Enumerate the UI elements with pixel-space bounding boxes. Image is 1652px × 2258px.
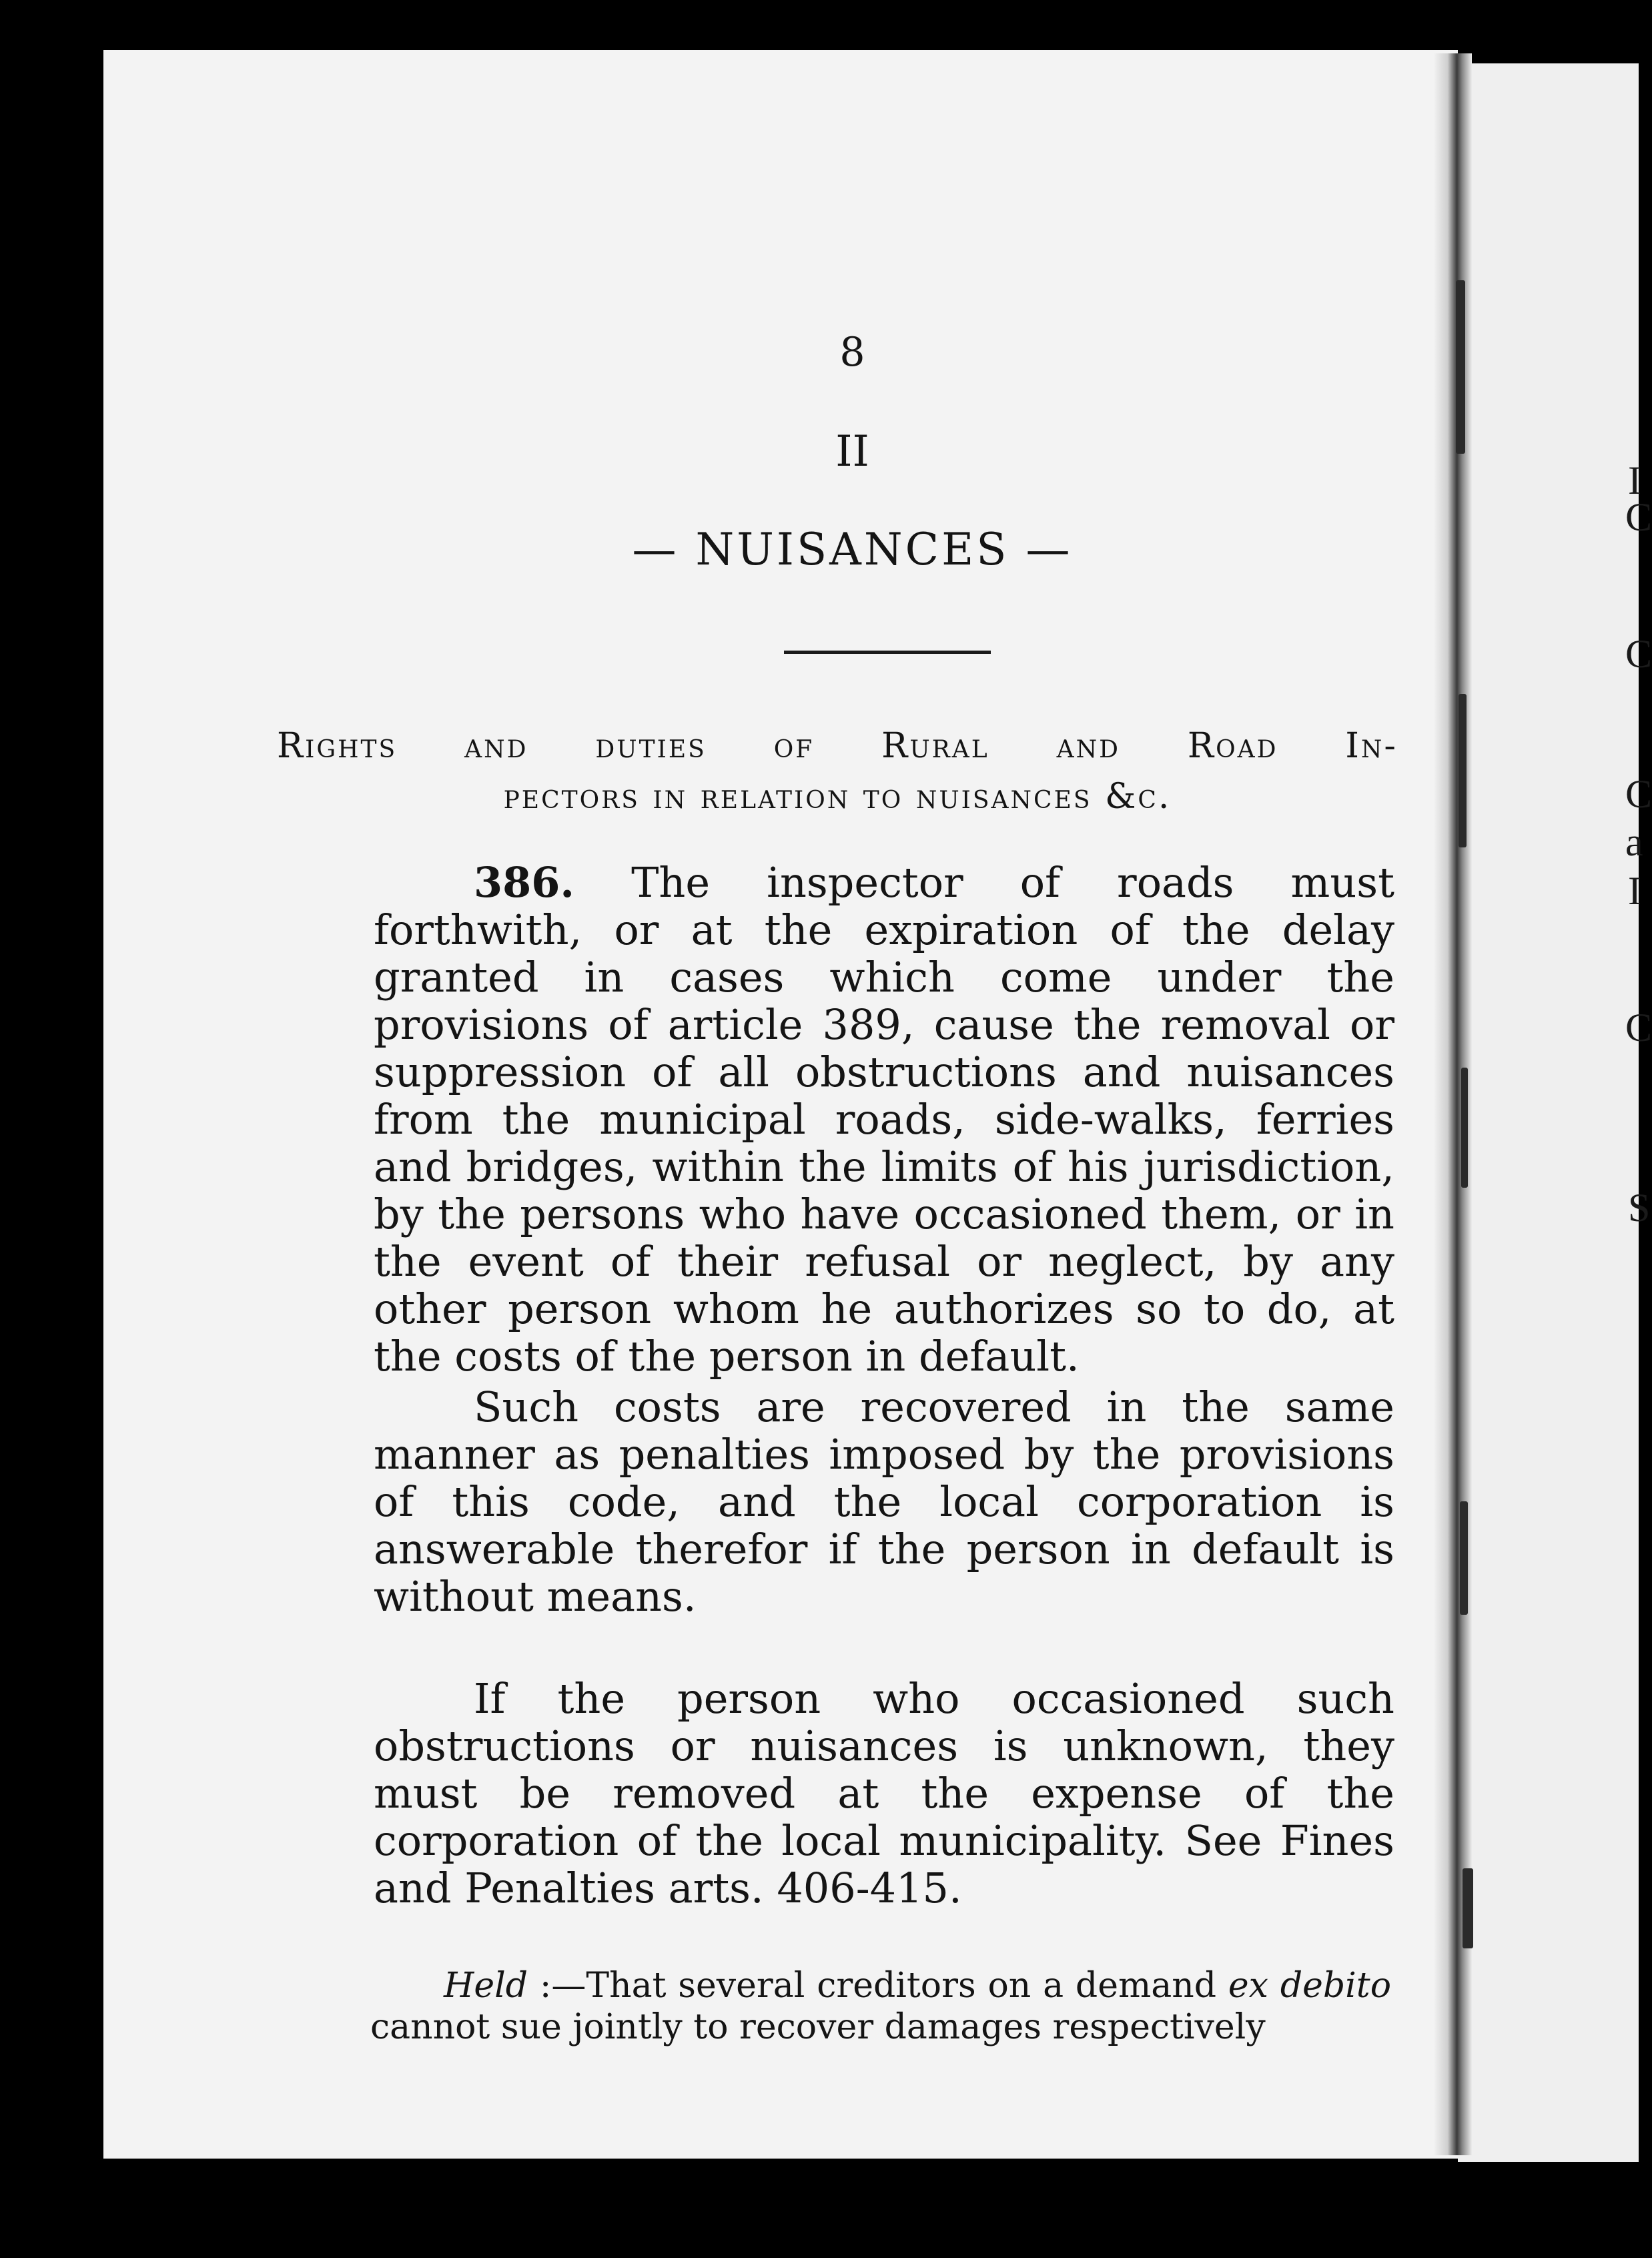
article-text: The inspector of roads must forthwith, or at the expiration of the delay granted in cases which come under the provisions of article 389, cause the removal or suppression of all obstructions and nuisances from the municipal roads, side-walks, ferries and bridges, within the limits of his jurisdiction, by the persons who have occasioned them, or in the event of their refusal or neglect, by any other person whom he authorizes so to do, at the costs of the person in default. (374, 858, 1394, 1381)
unknown-person-text: If the person who occasioned such obstructions or nuisances is unknown, they must be removed at the expense of the corporation of the local municipality. See Fines and Penalties arts. 406-415. (374, 1674, 1394, 1912)
note-text-before: :—That several creditors on a demand (539, 1966, 1217, 2006)
facing-edge-letter: I (1628, 869, 1641, 913)
note-line-1 (370, 1965, 1391, 2006)
unknown-person-paragraph (374, 1675, 1394, 1912)
section-numeral: II (835, 427, 869, 476)
held-note (370, 1965, 1391, 2048)
section-divider (784, 651, 991, 654)
book-page (103, 50, 1458, 2159)
note-latin: ex debito (1228, 1966, 1391, 2006)
article-number: 386. (474, 858, 575, 907)
note-held: Held (444, 1966, 528, 2006)
scan-mark (1456, 280, 1465, 454)
facing-edge-letter: C (1625, 1006, 1652, 1050)
facing-edge-letter: a (1625, 820, 1643, 864)
heading-line-2: pectors in relation to nuisances &c. (503, 777, 1172, 817)
facing-page (1458, 63, 1639, 2162)
article-386-paragraph (374, 859, 1394, 1380)
facing-edge-letter: C (1625, 495, 1652, 539)
facing-edge-letter: C (1625, 632, 1652, 676)
section-title: — NUISANCES — (632, 524, 1073, 575)
page-number: 8 (839, 329, 865, 376)
scan-mark (1459, 694, 1467, 847)
scan-mark (1460, 1501, 1468, 1615)
costs-text: Such costs are recovered in the same manner as penalties imposed by the provisions of this code, and the local corporation is answerable therefor if the person in default is without means. (374, 1383, 1394, 1621)
heading-line-1: Rights and duties of Rural and Road In- (277, 726, 1398, 766)
scan-mark (1463, 1868, 1473, 1948)
note-text-after: cannot sue jointly to recover damages respectively (370, 2007, 1266, 2047)
facing-edge-letter: C (1625, 772, 1652, 816)
facing-edge-letter: S (1628, 1186, 1651, 1230)
article-heading (277, 721, 1398, 822)
costs-paragraph (374, 1383, 1394, 1620)
scan-mark (1461, 1068, 1468, 1188)
facing-edge-letter: I (1628, 458, 1641, 502)
